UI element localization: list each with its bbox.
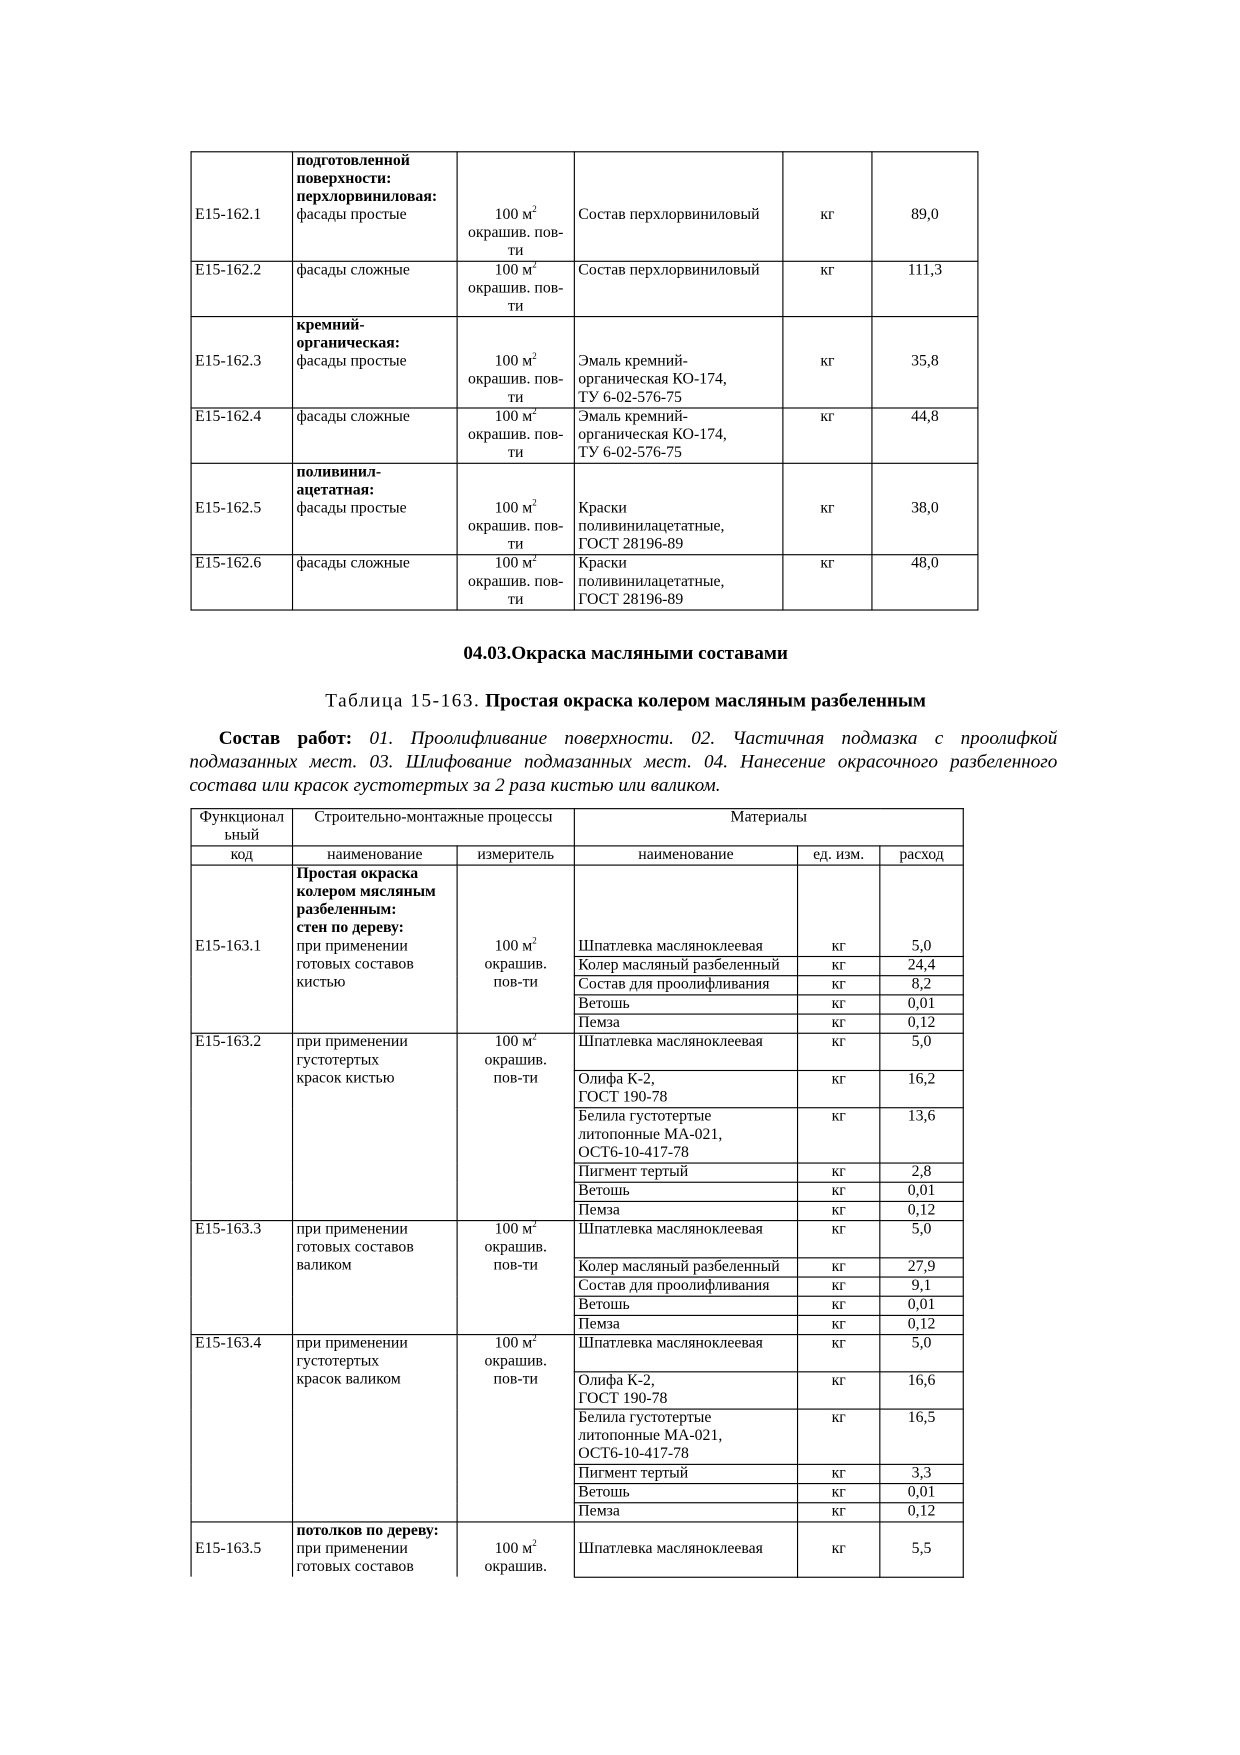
unit-superscript: 2	[532, 497, 537, 508]
cell-line: ГОСТ 28196-89	[578, 591, 684, 609]
process-name: фасады сложные	[296, 408, 410, 426]
measure-unit-cell: кг	[798, 1484, 880, 1503]
table-15-163	[191, 808, 964, 1577]
table-title-name: Простая окраска колером масляным разбеленным	[485, 689, 926, 712]
row-code: Е15-162.6	[195, 555, 262, 573]
measure-unit-cell: кг	[783, 152, 872, 261]
table-subheader-row	[191, 846, 963, 865]
material-cell	[574, 152, 783, 261]
measure-unit-cell: кг	[798, 1258, 880, 1277]
table-row	[191, 317, 978, 408]
unit-line: окрашив. пов-	[467, 426, 564, 444]
cell-line: ТУ 6-02-576-75	[578, 389, 682, 407]
code-cell	[191, 555, 292, 610]
header-material-unit: ед. изм.	[798, 846, 880, 865]
unit-line-with-sup	[461, 1332, 570, 1353]
code-cell	[191, 1335, 292, 1522]
table-row	[191, 261, 978, 316]
measure-unit-cell: кг	[783, 261, 872, 316]
cell-line: густотертых	[296, 1353, 380, 1371]
cell-line: Пемза	[578, 1315, 620, 1333]
cell-line: Ветошь	[578, 1182, 630, 1200]
quantity-cell: 0,12	[880, 1201, 963, 1220]
cell-line: Олифа К-2,	[578, 1372, 655, 1390]
measure-unit-cell: кг	[783, 555, 872, 610]
cell-line: Состав перхлорвиниловый	[578, 206, 760, 224]
cell-line: кремний-	[296, 317, 365, 335]
measure-unit-cell: кг	[783, 317, 872, 408]
unit-cell	[457, 865, 574, 1033]
cell-line: стен по дереву:	[296, 919, 404, 937]
unit-line: окрашив.	[484, 955, 547, 973]
work-composition-label: Состав работ:	[218, 726, 353, 749]
material-cell	[574, 865, 797, 956]
material-cell	[574, 1484, 797, 1503]
table-row	[191, 1221, 963, 1258]
unit-line-with-sup	[461, 1218, 570, 1239]
cell-line: Краски	[578, 499, 627, 517]
unit-line: окрашив. пов-	[467, 518, 564, 535]
measure-unit-cell: кг	[798, 1315, 880, 1334]
cell-line: готовых составов	[296, 1239, 414, 1257]
cell-line: Пемза	[578, 1201, 620, 1219]
cell-line: Белила густотертые	[578, 1409, 712, 1427]
measure-unit-cell: кг	[798, 1409, 880, 1464]
quantity-cell: 3,3	[880, 1464, 963, 1483]
row-code: Е15-162.1	[195, 206, 262, 224]
cell-line: при применении	[296, 1335, 408, 1353]
cell-line: Состав перхлорвиниловый	[578, 261, 760, 279]
material-cell	[574, 463, 783, 554]
unit-line-with-sup	[461, 1538, 570, 1559]
unit-line: ти	[508, 591, 524, 609]
cell-line: при применении	[296, 1540, 408, 1558]
measure-unit-cell: кг	[798, 1014, 880, 1033]
cell-line: поливинил-	[296, 463, 382, 481]
process-cell	[293, 1221, 458, 1335]
cell-line: при применении	[296, 937, 408, 955]
code-cell	[191, 261, 292, 316]
material-cell	[574, 1201, 797, 1220]
quantity-cell: 89,0	[872, 152, 978, 261]
unit-superscript: 2	[532, 553, 537, 564]
quantity-cell: 8,2	[880, 976, 963, 995]
quantity-cell: 13,6	[880, 1108, 963, 1163]
unit-line-with-sup	[461, 353, 570, 371]
cell-line: готовых составов	[296, 1558, 414, 1576]
process-cell	[293, 463, 458, 554]
cell-line: потолков по дереву:	[296, 1522, 439, 1540]
measure-unit-cell: кг	[798, 1372, 880, 1409]
cell-line: Шпатлевка масляноклеевая	[578, 1033, 763, 1051]
cell-line: Колер масляный разбеленный	[578, 1258, 780, 1276]
measure-unit-cell: кг	[798, 1335, 880, 1372]
unit-line: 100 м	[494, 555, 533, 573]
code-cell	[191, 865, 292, 1033]
unit-line-with-sup	[461, 406, 570, 427]
cell-line: Эмаль кремний-	[578, 408, 688, 426]
unit-cell	[457, 408, 574, 463]
material-cell	[574, 1296, 797, 1315]
cell-line: органическая КО-174,	[578, 371, 727, 389]
unit-line: 100 м	[494, 1335, 533, 1353]
cell-line: подготовленной	[296, 152, 410, 170]
unit-line: 100 м	[494, 261, 533, 279]
process-cell	[293, 1522, 458, 1577]
header-material-name: наименование	[574, 846, 797, 865]
process-name: фасады сложные	[296, 555, 410, 573]
unit-superscript: 2	[532, 259, 537, 270]
process-name: фасады сложные	[296, 261, 410, 279]
unit-line: окрашив. пов-	[467, 279, 564, 297]
quantity-cell: 5,0	[880, 1221, 963, 1258]
work-composition-text: 01. Проолифливание поверхности. 02. Частичная подмазка с проолифкой подмазанных мест. 03. Шлифование подмазанных мест. 04. Нанесение окрасочного разбеленного состава или красок густотертых за 2 раза кистью или валиком.	[189, 726, 1058, 796]
measure-unit-cell: кг	[798, 865, 880, 956]
unit-superscript: 2	[532, 204, 537, 215]
cell-line: Пемза	[578, 1503, 620, 1521]
cell-line: готовых составов	[296, 955, 414, 973]
unit-line: 100 м	[494, 937, 533, 955]
cell-line: Олифа К-2,	[578, 1071, 655, 1088]
code-cell	[191, 408, 292, 463]
row-code: Е15-162.3	[195, 353, 262, 371]
table-row	[191, 555, 978, 610]
cell-line: Эмаль кремний-	[578, 353, 688, 371]
material-cell	[574, 957, 797, 976]
cell-line: поверхности:	[296, 170, 392, 188]
work-composition	[189, 726, 1057, 797]
cell-line: при применении	[296, 1221, 408, 1239]
cell-line: ГОСТ 190-78	[578, 1089, 668, 1107]
section-title: 04.03.Окраска масляными составами	[463, 642, 788, 664]
unit-line: 100 м	[494, 499, 533, 517]
quantity-cell: 0,01	[880, 1182, 963, 1201]
process-name: фасады простые	[296, 353, 407, 371]
unit-superscript: 2	[532, 1031, 537, 1042]
material-cell	[574, 1221, 797, 1258]
cell-line: литопонные МА-021,	[578, 1126, 723, 1144]
material-cell	[574, 1315, 797, 1334]
unit-line: ти	[508, 297, 524, 315]
row-code: Е15-163.3	[195, 1221, 262, 1239]
cell-line: органическая:	[296, 335, 401, 353]
cell-line: Пемза	[578, 1014, 620, 1032]
cell-line: Пигмент тертый	[578, 1163, 689, 1181]
material-cell	[574, 1258, 797, 1277]
quantity-cell: 0,01	[880, 995, 963, 1014]
cell-line: валиком	[296, 1257, 352, 1275]
cell-line: красок кистью	[296, 1069, 395, 1087]
measure-unit-cell: кг	[798, 1522, 880, 1577]
table-header-row	[191, 809, 963, 846]
unit-line: окрашив. пов-	[467, 224, 564, 242]
table-title	[0, 690, 1240, 713]
unit-superscript: 2	[532, 935, 537, 946]
cell-line: Ветошь	[578, 995, 630, 1013]
code-cell	[191, 1522, 292, 1577]
unit-line: пов-ти	[493, 973, 538, 991]
material-cell	[574, 1014, 797, 1033]
table-15-162-continuation	[191, 151, 979, 610]
measure-unit-cell: кг	[798, 957, 880, 976]
code-cell	[191, 152, 292, 261]
cell-line: поливинилацетатные,	[578, 518, 725, 535]
header-process-name: наименование	[293, 846, 458, 865]
cell-line: ОСТ6-10-417-78	[578, 1445, 689, 1463]
unit-cell	[457, 1522, 574, 1577]
cell-line: органическая КО-174,	[578, 426, 727, 444]
unit-superscript: 2	[532, 1538, 537, 1549]
cell-line: ТУ 6-02-576-75	[578, 444, 682, 462]
code-cell	[191, 317, 292, 408]
cell-line: Шпатлевка масляноклеевая	[578, 1540, 763, 1558]
process-cell	[293, 1335, 458, 1522]
material-cell	[574, 261, 783, 316]
measure-unit-cell: кг	[798, 1464, 880, 1483]
quantity-cell: 0,12	[880, 1315, 963, 1334]
material-cell	[574, 976, 797, 995]
unit-superscript: 2	[532, 406, 537, 417]
unit-line: 100 м	[494, 1540, 533, 1558]
cell-line: колером мясляным	[296, 883, 436, 901]
process-cell	[293, 152, 458, 261]
material-cell	[574, 1522, 797, 1577]
measure-unit-cell: кг	[798, 1182, 880, 1201]
material-cell	[574, 1503, 797, 1522]
unit-cell	[457, 1033, 574, 1220]
unit-line: 100 м	[494, 408, 533, 426]
unit-superscript: 2	[532, 351, 537, 362]
unit-line: окрашив. пов-	[467, 573, 564, 591]
unit-line-with-sup	[461, 935, 570, 956]
cell-line: Состав для проолифливания	[578, 976, 770, 994]
quantity-cell: 5,0	[880, 1335, 963, 1372]
measure-unit-cell: кг	[798, 1221, 880, 1258]
row-code: Е15-162.2	[195, 261, 262, 279]
measure-unit-cell: кг	[798, 1070, 880, 1107]
material-cell	[574, 317, 783, 408]
process-cell	[293, 317, 458, 408]
cell-line: Шпатлевка масляноклеевая	[578, 937, 763, 955]
unit-superscript: 2	[532, 1332, 537, 1344]
unit-line-with-sup	[461, 555, 570, 573]
quantity-cell: 2,8	[880, 1163, 963, 1182]
row-code: Е15-163.1	[195, 937, 262, 955]
material-cell	[574, 555, 783, 610]
measure-unit-cell: кг	[783, 408, 872, 463]
unit-line: 100 м	[494, 206, 533, 224]
table-row	[191, 1522, 963, 1577]
unit-cell	[457, 152, 574, 261]
cell-line: ОСТ6-10-417-78	[578, 1144, 689, 1162]
material-cell	[574, 1277, 797, 1296]
header-code-tail: код	[191, 846, 292, 865]
row-code: Е15-163.5	[195, 1540, 262, 1558]
unit-line-with-sup	[461, 497, 570, 518]
unit-cell	[457, 555, 574, 610]
unit-line: пов-ти	[493, 1371, 538, 1389]
row-code: Е15-162.4	[195, 408, 262, 426]
cell-line: Простая окраска	[296, 865, 419, 883]
process-name: фасады простые	[296, 499, 407, 517]
quantity-cell: 0,01	[880, 1484, 963, 1503]
header-meter: измеритель	[457, 846, 574, 865]
process-cell	[293, 408, 458, 463]
quantity-cell: 16,2	[880, 1070, 963, 1107]
unit-line: окрашив.	[484, 1558, 547, 1576]
cell-line: перхлорвиниловая:	[296, 188, 438, 206]
measure-unit-cell: кг	[798, 1296, 880, 1315]
quantity-cell: 0,12	[880, 1014, 963, 1033]
process-cell	[293, 261, 458, 316]
unit-line: ти	[508, 536, 524, 554]
cell-line: ГОСТ 190-78	[578, 1390, 668, 1408]
measure-unit-cell: кг	[798, 1163, 880, 1182]
cell-line: густотертых	[296, 1051, 380, 1069]
unit-line: 100 м	[494, 353, 533, 371]
unit-cell	[457, 317, 574, 408]
measure-unit-cell: кг	[798, 1201, 880, 1220]
unit-cell	[457, 1332, 574, 1522]
table-row	[191, 463, 978, 554]
material-cell	[574, 995, 797, 1014]
cell-line: Пигмент тертый	[578, 1464, 689, 1482]
process-cell	[293, 1033, 458, 1220]
row-code: Е15-163.2	[195, 1033, 262, 1051]
unit-line: ти	[508, 389, 524, 407]
unit-cell	[457, 463, 574, 554]
header-materials: Материалы	[574, 809, 963, 846]
unit-line: окрашив.	[484, 1239, 547, 1257]
measure-unit-cell: кг	[798, 995, 880, 1014]
unit-line: ти	[508, 242, 524, 260]
code-cell	[191, 1221, 292, 1335]
quantity-cell: 16,5	[880, 1409, 963, 1464]
quantity-cell: 44,8	[872, 408, 978, 463]
table-row	[191, 1335, 963, 1372]
material-cell	[574, 1163, 797, 1182]
table-row	[191, 152, 978, 261]
quantity-cell: 35,8	[872, 317, 978, 408]
cell-line: Состав для проолифливания	[578, 1277, 770, 1295]
cell-line: кистью	[296, 973, 346, 991]
unit-line-with-sup	[461, 204, 570, 225]
unit-cell	[457, 261, 574, 316]
cell-line: красок валиком	[296, 1371, 401, 1389]
quantity-cell: 5,5	[880, 1522, 963, 1577]
unit-line: пов-ти	[493, 1257, 538, 1275]
unit-line: окрашив.	[484, 1353, 547, 1371]
quantity-cell: 0,12	[880, 1503, 963, 1522]
unit-superscript: 2	[532, 1218, 537, 1230]
cell-line: поливинилацетатные,	[578, 573, 725, 591]
table-title-label: Таблица 15-163.	[325, 689, 481, 712]
header-code-cell: Функционал ьный	[191, 809, 292, 846]
measure-unit-cell: кг	[798, 1108, 880, 1163]
table-row	[191, 408, 978, 463]
quantity-cell: 38,0	[872, 463, 978, 554]
quantity-cell: 111,3	[872, 261, 978, 316]
unit-line-with-sup	[461, 259, 570, 280]
cell-line: Колер масляный разбеленный	[578, 957, 780, 974]
unit-line: 100 м	[494, 1221, 533, 1239]
process-cell	[293, 865, 458, 1033]
cell-line: Шпатлевка масляноклеевая	[578, 1221, 763, 1239]
process-name: фасады простые	[296, 206, 407, 224]
table-row	[191, 1033, 963, 1070]
quantity-cell: 48,0	[872, 555, 978, 610]
material-cell	[574, 1070, 797, 1107]
unit-line: пов-ти	[493, 1069, 538, 1087]
material-cell	[574, 1033, 797, 1070]
cell-line: ГОСТ 28196-89	[578, 536, 684, 554]
quantity-cell: 24,4	[880, 957, 963, 976]
unit-line: окрашив. пов-	[467, 371, 564, 389]
measure-unit-cell: кг	[798, 1277, 880, 1296]
measure-unit-cell: кг	[783, 463, 872, 554]
quantity-cell: 16,6	[880, 1372, 963, 1409]
material-cell	[574, 1409, 797, 1464]
process-cell	[293, 555, 458, 610]
material-cell	[574, 408, 783, 463]
unit-cell	[457, 1218, 574, 1335]
material-cell	[574, 1108, 797, 1163]
quantity-cell: 5,0	[880, 1033, 963, 1070]
material-cell	[574, 1335, 797, 1372]
row-code: Е15-163.4	[195, 1335, 262, 1353]
cell-line: Ветошь	[578, 1296, 630, 1314]
unit-line: ти	[508, 444, 524, 462]
row-code: Е15-162.5	[195, 499, 262, 517]
measure-unit-cell: кг	[798, 976, 880, 995]
cell-line: ацетатная:	[296, 481, 375, 499]
table-row	[191, 865, 963, 956]
material-cell	[574, 1372, 797, 1409]
unit-line-with-sup	[461, 1031, 570, 1052]
cell-line: Белила густотертые	[578, 1108, 712, 1126]
cell-line: Шпатлевка масляноклеевая	[578, 1335, 763, 1353]
header-consumption: расход	[880, 846, 963, 865]
cell-line: разбеленным:	[296, 901, 397, 919]
quantity-cell: 0,01	[880, 1296, 963, 1315]
material-cell	[574, 1464, 797, 1483]
material-cell	[574, 1182, 797, 1201]
measure-unit-cell: кг	[798, 1503, 880, 1522]
unit-line: 100 м	[494, 1033, 533, 1051]
quantity-cell: 5,0	[880, 865, 963, 956]
cell-line: Ветошь	[578, 1484, 630, 1502]
quantity-cell: 9,1	[880, 1277, 963, 1296]
quantity-cell: 27,9	[880, 1258, 963, 1277]
cell-line: при применении	[296, 1033, 408, 1051]
header-processes: Строительно-монтажные процессы	[293, 809, 575, 846]
code-cell	[191, 463, 292, 554]
unit-line: окрашив.	[484, 1051, 547, 1069]
measure-unit-cell: кг	[798, 1033, 880, 1070]
cell-line: Краски	[578, 555, 627, 573]
code-cell	[191, 1033, 292, 1220]
cell-line: литопонные МА-021,	[578, 1427, 723, 1445]
